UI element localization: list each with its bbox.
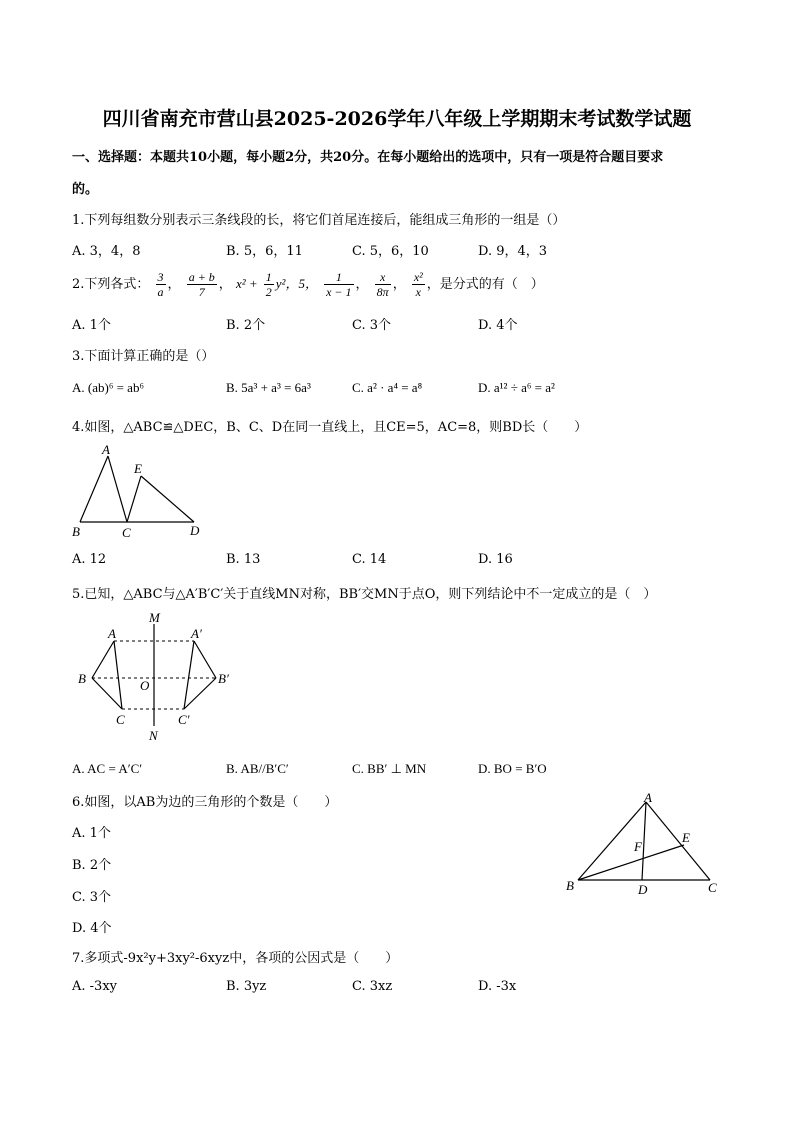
page-title: 四川省南充市营山县2025-2026学年八年级上学期期末考试数学试题 [102,108,692,130]
q5-label-b: B [78,671,86,686]
q1-option-b: B. 5，6，11 [226,244,303,259]
q2-option-a: A. 1个 [72,318,111,333]
q6-segment-ac [646,802,710,880]
q5-option-c: C. BB′ ⊥ MN [352,761,427,776]
question-5-stem: 5.已知，△ABC与△A′B′C′关于直线MN对称，BB′交MN于点O，则下列结论中不一定成立的是（ ） [72,587,657,602]
q5-segment-a2c2 [184,641,194,709]
q5-option-b: B. AB//B′C′ [226,761,289,776]
q2-fraction-3: $\frac{1}{2}$ [265,270,272,299]
q4-segment-ce [127,476,141,522]
q4-segment-ed [141,476,194,522]
q4-segment-ac [108,456,127,522]
q4-option-b: B. 13 [226,552,261,567]
q2-option-c: C. 3个 [352,318,392,333]
section-heading-cont: 的。 [72,182,99,197]
q4-label-a: A [102,442,110,457]
q5-label-b-prime: B′ [218,671,229,686]
q2-prefix: 2.下列各式： [72,277,150,292]
q5-label-a-prime: A′ [191,626,202,641]
q2-expr-1: x² + [235,276,258,291]
q5-label-n: N [149,728,158,743]
q5-segment-b2c2 [184,678,216,709]
q5-segment-ac [114,641,122,709]
q5-label-c-prime: C′ [178,712,190,727]
q4-label-b: B [72,524,80,539]
section-heading: 一、选择题：本题共10小题，每小题2分，共20分。在每小题给出的选项中，只有一项是符合题目要求 [72,150,664,165]
q6-option-b: B. 2个 [72,858,112,873]
q4-label-e: E [134,461,142,476]
q6-segment-ad [642,802,646,880]
q3-option-a: A. (ab)⁶ = ab⁶ [72,380,144,395]
q4-option-d: D. 16 [478,552,513,567]
q1-option-c: C. 5，6，10 [352,244,429,259]
q5-label-c: C [116,712,125,727]
q6-label-b: B [566,878,574,893]
q6-label-d: D [638,882,648,897]
q4-option-a: A. 12 [72,552,107,567]
q2-option-d: D. 4个 [478,318,518,333]
question-6-stem: 6.如图，以AB为边的三角形的个数是（ ） [72,795,338,810]
q3-option-d: D. a¹² ÷ a⁶ = a² [478,380,555,395]
q7-option-a: A. -3xy [72,979,117,994]
q1-option-d: D. 9，4，3 [478,244,548,259]
q2-fraction-4: $\frac{1}{x - 1}$ [326,270,352,299]
q2-suffix: ，是分式的有（ ） [426,277,544,292]
q6-triangle-figure [560,788,730,903]
q6-option-a: A. 1个 [72,826,111,841]
q2-fraction-5: $\frac{x}{8\pi}$ [376,270,389,299]
q5-segment-ab [92,641,114,678]
question-3-stem: 3.下面计算正确的是（） [72,349,215,364]
q6-label-a: A [644,790,652,805]
q3-option-b: B. 5a³ + a³ = 6a³ [226,380,311,395]
q5-label-o: O [140,678,150,693]
q4-label-d: D [190,523,200,538]
question-2-stem: 2.下列各式： $\frac{3}{a}$ ， $\frac{a + b}{7}$ ， x² + $\frac{1}{2}$ y²，5， $\frac{1}{x - 1}$ ， $\frac{x}{8\pi}$ ， $\frac{\text{x²}}{x}$ ，是分式的有（ ） [72,270,544,299]
q5-label-a: A [108,626,116,641]
q4-option-c: C. 14 [352,552,387,567]
q6-option-c: C. 3个 [72,890,112,905]
q5-option-d: D. BO = B′O [478,761,547,776]
q5-option-a: A. AC = A′C′ [72,761,143,776]
q7-option-c: C. 3xz [352,979,393,994]
q5-label-m: M [149,610,160,625]
question-1-stem: 1.下列每组数分别表示三条线段的长，将它们首尾连接后，能组成三角形的一组是（） [72,213,566,228]
question-4-stem: 4.如图，△ABC≌△DEC，B、C、D在同一直线上，且CE=5，AC=8，则BD长（ ） [72,420,588,435]
q2-expr-2: y²，5， [275,276,318,291]
q6-label-c: C [708,880,717,895]
q1-option-a: A. 3，4，8 [72,244,141,259]
q4-segment-ba [80,456,108,522]
q7-option-d: D. -3x [478,979,517,994]
q2-fraction-6: $\frac{\text{x²}}{x}$ [413,270,423,299]
q2-fraction-2: $\frac{a + b}{7}$ [188,270,215,299]
q3-option-c: C. a² · a⁴ = a⁸ [352,380,423,395]
q2-fraction-1: $\frac{3}{a}$ [157,270,164,299]
q4-triangle-figure [66,440,216,540]
q7-option-b: B. 3yz [226,979,267,994]
q5-symmetry-figure [72,608,242,748]
q6-option-d: D. 4个 [72,921,112,936]
q2-option-b: B. 2个 [226,318,266,333]
q4-label-c: C [122,525,131,540]
q5-segment-bc [92,678,122,709]
q6-label-f: F [634,839,642,854]
q6-label-e: E [682,830,690,845]
q5-segment-a2b2 [194,641,216,678]
question-7-stem: 7.多项式-9x²y+3xy²-6xyz中，各项的公因式是（ ） [72,951,399,966]
